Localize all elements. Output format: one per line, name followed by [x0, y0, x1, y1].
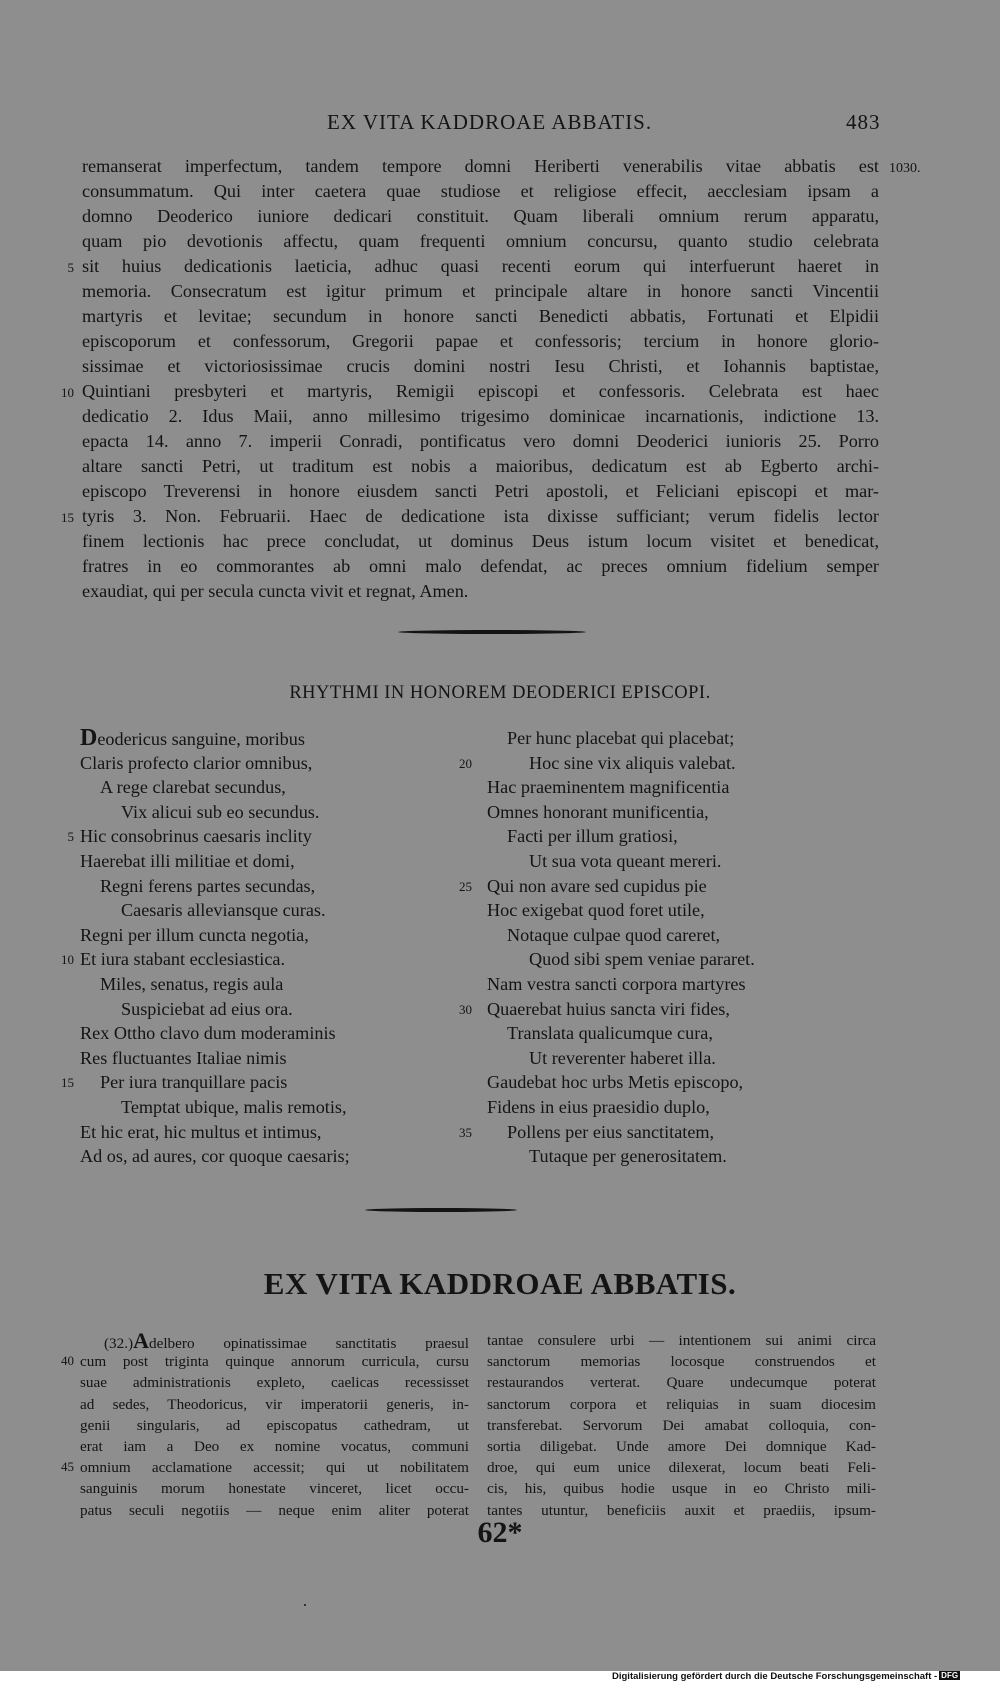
- prose-line: episcopo Treverensi in honore eiusdem sancti Petri apostoli, et Feliciani episcopi et mar-: [82, 481, 879, 501]
- poem-line: Per hunc placebat qui placebat;: [507, 728, 735, 748]
- line-number: 10: [61, 385, 74, 400]
- text-line: sanguinis morum honestate vinceret, licet occu-: [80, 1480, 469, 1498]
- line-number: 5: [67, 260, 74, 275]
- drop-initial: A: [133, 1328, 149, 1353]
- poem-line: Gaudebat hoc urbs Metis episcopo,: [487, 1072, 744, 1093]
- prose-line: exaudiat, qui per secula cuncta vivit et regnat, Amen.: [82, 581, 469, 601]
- poem-line: A rege clarebat secundus,: [100, 777, 286, 798]
- poem-line: Ut reverenter haberet illa.: [529, 1047, 716, 1068]
- poem-line: Facti per illum gratiosi,: [507, 826, 678, 847]
- poem-line: Notaque culpae quod careret,: [507, 924, 721, 945]
- prose-line: quam pio devotionis affectu, quam frequenti omnium concursu, quanto studio celebrata: [82, 231, 879, 251]
- prose-line: dedicatio 2. Idus Maii, anno millesimo trigesimo dominicae incarnationis, indictione 13.: [82, 406, 879, 426]
- poem-line: Rex Ottho clavo dum moderaminis: [80, 1023, 336, 1044]
- poem-line: Vix alicui sub eo secundus.: [121, 801, 320, 822]
- page-number: 483: [846, 110, 881, 134]
- prose-line: altare sancti Petri, ut traditum est nobis a maioribus, dedicatum est ab Egberto archi-: [82, 456, 879, 476]
- poem-line: Hoc sine vix aliquis valebat.: [529, 752, 736, 773]
- text-line: erat iam a Deo ex nomine vocatus, communi: [80, 1437, 469, 1455]
- poem-line: Hic consobrinus caesaris inclity: [80, 826, 312, 847]
- poem-left-column: [80, 726, 350, 1169]
- text-line: droe, qui eum unice dilexerat, locum beati Feli-: [487, 1459, 876, 1477]
- line-number: 20: [459, 756, 472, 771]
- text-line: (32.)Adelbero opinatissimae sanctitatis praesul: [104, 1328, 469, 1353]
- prose-line: remanserat imperfectum, tandem tempore domni Heriberti venerabilis vitae abbatis est: [82, 156, 879, 176]
- poem-line: Translata qualicumque cura,: [507, 1023, 713, 1044]
- chapter-number: (32.): [104, 1335, 134, 1352]
- text-line: suae administrationis expleto, caelicas recessisset: [80, 1374, 469, 1392]
- section-divider: [398, 630, 586, 634]
- footer-text: Digitalisierung gefördert durch die Deutsche Forschungsgemeinschaft -: [612, 1671, 938, 1682]
- poem-line: Tutaque per generositatem.: [529, 1146, 727, 1167]
- poem-line: Et hic erat, hic multus et intimus,: [80, 1121, 322, 1142]
- year-marker: 1030.: [889, 161, 921, 176]
- poem-line: Hoc exigebat quod foret utile,: [487, 900, 705, 921]
- poem-line: Regni per illum cuncta negotia,: [80, 924, 309, 945]
- poem-right-column: [487, 726, 755, 1169]
- poem-line: Per iura tranquillare pacis: [100, 1072, 288, 1093]
- text-left-column: [80, 1330, 469, 1521]
- poem-line: Res fluctuantes Italiae nimis: [80, 1047, 287, 1068]
- line-number: 25: [459, 879, 472, 894]
- text-line: restaurandos verterat. Quare undecumque poterat: [487, 1374, 876, 1392]
- signature-mark: 62*: [477, 1516, 523, 1549]
- poem-line: Regni ferens partes secundas,: [100, 875, 316, 896]
- prose-line: epacta 14. anno 7. imperii Conradi, pontificatus vero domni Deoderici iunioris 25. Porro: [82, 431, 879, 451]
- speck: [304, 1604, 306, 1606]
- rhythmi-title: RHYTHMI IN HONOREM DEODERICI EPISCOPI.: [289, 683, 711, 703]
- poem-line: Fidens in eius praesidio duplo,: [487, 1096, 710, 1117]
- poem-line: Hac praeminentem magnificentia: [487, 777, 730, 798]
- prose-line: sissimae et victoriosissimae crucis domini nostri Iesu Christi, et Iohannis baptistae,: [82, 356, 879, 376]
- poem-line: Ut sua vota queant mereri.: [529, 850, 722, 871]
- text-line: sanctorum memorias locosque construendos et: [487, 1353, 876, 1371]
- poem-line: Nam vestra sancti corpora martyres: [487, 973, 746, 994]
- poem-line: Deodericus sanguine, moribus: [80, 725, 305, 751]
- poem-line: Haerebat illi militiae et domi,: [80, 850, 295, 871]
- poem-line: Et iura stabant ecclesiastica.: [80, 949, 286, 970]
- prose-line: episcoporum et confessorum, Gregorii papae et confessoris; tercium in honore glorio-: [82, 331, 879, 351]
- text-line: cis, his, quibus hodie usque in eo Christo mili-: [487, 1480, 876, 1498]
- dfg-logo: DFG: [941, 1671, 959, 1680]
- poem-line: Omnes honorant munificentia,: [487, 801, 709, 822]
- poem-line: Suspiciebat ad eius ora.: [121, 998, 293, 1019]
- running-title: EX VITA KADDROAE ABBATIS.: [327, 110, 653, 134]
- digitization-footer: [612, 1671, 960, 1683]
- line-number: 40: [61, 1353, 74, 1368]
- line-number: 15: [61, 510, 74, 525]
- poem-line: Temptat ubique, malis remotis,: [121, 1096, 347, 1117]
- section-divider: [365, 1208, 517, 1212]
- text-right-column: [487, 1330, 876, 1521]
- line-number: 5: [67, 829, 74, 844]
- text-line: tantes utuntur, beneficiis auxit et praediis, ipsum-: [487, 1501, 876, 1519]
- prose-line: sit huius dedicationis laeticia, adhuc quasi recenti eorum qui interfuerunt haeret in: [82, 256, 879, 276]
- text-line: transferebat. Servorum Dei amabat colloquia, con-: [487, 1416, 876, 1434]
- prose-line: martyris et levitae; secundum in honore sancti Benedicti abbatis, Fortunati et Elpidii: [82, 306, 879, 326]
- text-line: genii singularis, ad episcopatus cathedram, ut: [80, 1416, 469, 1434]
- poem-line: Quaerebat huius sancta viri fides,: [487, 998, 730, 1019]
- poem-line: Caesaris alleviansque curas.: [121, 900, 326, 921]
- line-number: 35: [459, 1125, 472, 1140]
- poem-line: Ad os, ad aures, cor quoque caesaris;: [80, 1146, 350, 1167]
- text-line: ad sedes, Theodoricus, vir imperatorii generis, in-: [80, 1395, 469, 1413]
- text-line: sortia diligebat. Unde amore Dei domnique Kad-: [487, 1437, 876, 1455]
- text-line: cum post triginta quinque annorum curricula, cursu: [80, 1353, 469, 1371]
- poem-line: Pollens per eius sanctitatem,: [507, 1121, 715, 1142]
- poem-line: Miles, senatus, regis aula: [100, 973, 284, 994]
- line-number: 10: [61, 952, 74, 967]
- poem-line: Claris profecto clarior omnibus,: [80, 752, 313, 773]
- prose-line: finem lectionis hac prece concludat, ut dominus Deus istum locum visitet et benedicat,: [82, 531, 879, 551]
- poem-line: Quod sibi spem veniae pararet.: [529, 949, 755, 970]
- line-number: 45: [61, 1459, 74, 1474]
- text-line: patus seculi negotiis — neque enim aliter poterat: [80, 1501, 469, 1519]
- section-title: EX VITA KADDROAE ABBATIS.: [263, 1266, 737, 1301]
- text-line: sanctorum corpora et reliquias in suam diocesim: [487, 1395, 876, 1413]
- text-line: tantae consulere urbi — intentionem sui animi circa: [487, 1332, 876, 1349]
- prose-line: Quintiani presbyteri et martyris, Remigii episcopi et confessoris. Celebrata est haec: [82, 381, 879, 401]
- drop-initial: D: [80, 725, 98, 751]
- prose-line: fratres in eo commorantes ab omni malo defendat, ac preces omnium fidelium semper: [82, 556, 879, 576]
- line-number: 30: [459, 1002, 472, 1017]
- prose-line: tyris 3. Non. Februarii. Haec de dedicatione ista dixisse sufficiant; verum fidelis lector: [82, 506, 879, 526]
- line-number: 15: [61, 1075, 74, 1090]
- prose-line: memoria. Consecratum est igitur primum et principale altare in honore sancti Vincentii: [82, 281, 879, 301]
- prose-line: domno Deoderico iuniore dedicari constituit. Quam liberali omnium rerum apparatu,: [82, 206, 879, 226]
- prose-line: consummatum. Qui inter caetera quae studiose et religiose effecit, aecclesiam ipsam a: [82, 181, 879, 201]
- prose-paragraph: [82, 154, 879, 604]
- text-line: omnium acclamatione accessit; qui ut nobilitatem: [80, 1459, 469, 1477]
- poem-line: Qui non avare sed cupidus pie: [487, 875, 707, 896]
